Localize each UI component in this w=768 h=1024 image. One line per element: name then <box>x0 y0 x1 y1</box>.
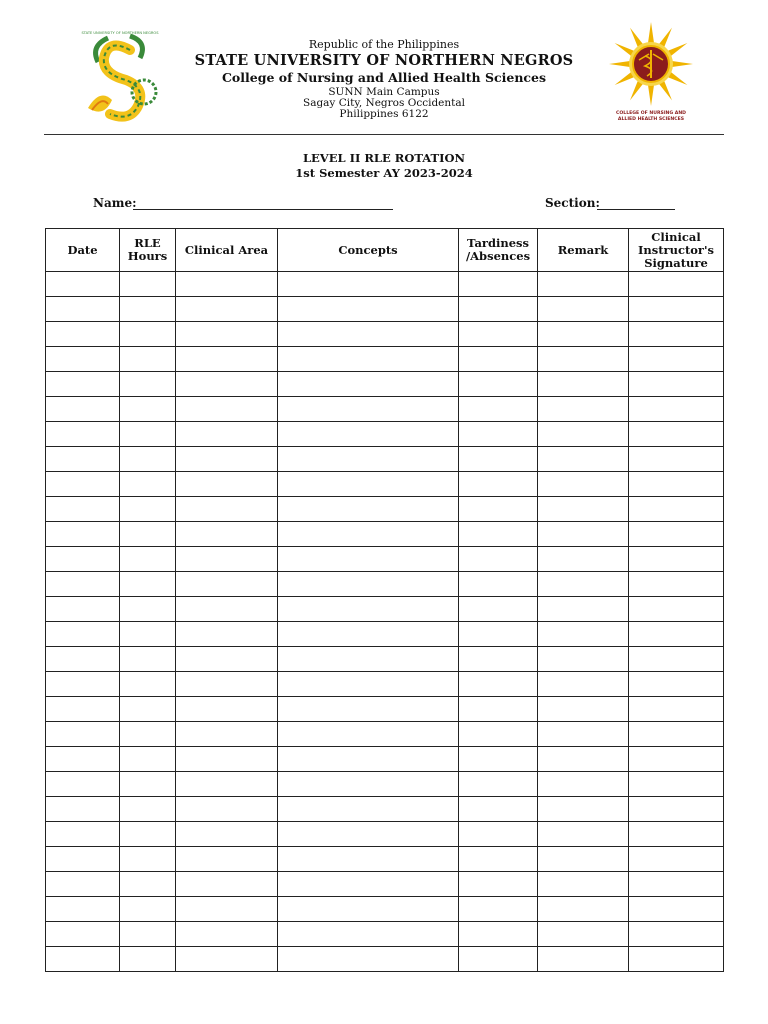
table-cell[interactable] <box>120 897 176 922</box>
column-header-date: Date <box>46 229 120 272</box>
table-cell[interactable] <box>629 947 724 972</box>
name-field[interactable] <box>133 209 393 210</box>
table-cell[interactable] <box>120 822 176 847</box>
table-cell[interactable] <box>176 447 278 472</box>
table-cell[interactable] <box>629 722 724 747</box>
table-cell[interactable] <box>46 472 120 497</box>
table-cell[interactable] <box>629 422 724 447</box>
table-cell[interactable] <box>459 597 538 622</box>
table-cell[interactable] <box>46 572 120 597</box>
table-cell[interactable] <box>46 272 120 297</box>
table-cell[interactable] <box>176 797 278 822</box>
table-cell[interactable] <box>278 822 459 847</box>
table-cell[interactable] <box>46 597 120 622</box>
table-cell[interactable] <box>538 897 629 922</box>
table-cell[interactable] <box>176 272 278 297</box>
table-cell[interactable] <box>120 372 176 397</box>
table-cell[interactable] <box>538 872 629 897</box>
table-cell[interactable] <box>278 647 459 672</box>
table-cell[interactable] <box>459 922 538 947</box>
table-cell[interactable] <box>538 822 629 847</box>
table-cell[interactable] <box>46 747 120 772</box>
table-cell[interactable] <box>46 722 120 747</box>
table-cell[interactable] <box>46 447 120 472</box>
table-row <box>46 797 724 822</box>
table-cell[interactable] <box>278 397 459 422</box>
table-cell[interactable] <box>278 597 459 622</box>
table-cell[interactable] <box>629 272 724 297</box>
table-cell[interactable] <box>120 772 176 797</box>
table-cell[interactable] <box>120 322 176 347</box>
table-cell[interactable] <box>176 497 278 522</box>
column-header-instructor-signature: Clinical Instructor's Signature <box>629 229 724 272</box>
college-name: College of Nursing and Allied Health Sciences <box>221 70 547 85</box>
table-cell[interactable] <box>538 322 629 347</box>
table-cell[interactable] <box>120 422 176 447</box>
table-cell[interactable] <box>46 872 120 897</box>
table-cell[interactable] <box>629 572 724 597</box>
table-row <box>46 472 724 497</box>
table-cell[interactable] <box>629 922 724 947</box>
table-cell[interactable] <box>629 522 724 547</box>
table-cell[interactable] <box>278 272 459 297</box>
table-cell[interactable] <box>278 322 459 347</box>
table-cell[interactable] <box>629 797 724 822</box>
table-cell[interactable] <box>538 397 629 422</box>
table-cell[interactable] <box>278 347 459 372</box>
table-cell[interactable] <box>629 472 724 497</box>
table-cell[interactable] <box>538 672 629 697</box>
table-cell[interactable] <box>46 647 120 672</box>
table-cell[interactable] <box>46 547 120 572</box>
column-header-remark: Remark <box>538 229 629 272</box>
republic-line: Republic of the Philippines <box>308 38 460 51</box>
table-cell[interactable] <box>459 547 538 572</box>
table-cell[interactable] <box>176 722 278 747</box>
table-cell[interactable] <box>278 547 459 572</box>
table-cell[interactable] <box>176 472 278 497</box>
table-cell[interactable] <box>278 422 459 447</box>
table-row <box>46 897 724 922</box>
table-cell[interactable] <box>459 747 538 772</box>
table-cell[interactable] <box>176 297 278 322</box>
table-cell[interactable] <box>46 422 120 447</box>
table-cell[interactable] <box>629 547 724 572</box>
table-row <box>46 922 724 947</box>
table-cell[interactable] <box>629 847 724 872</box>
table-cell[interactable] <box>629 397 724 422</box>
table-cell[interactable] <box>459 447 538 472</box>
table-row <box>46 647 724 672</box>
table-cell[interactable] <box>459 497 538 522</box>
table-row <box>46 822 724 847</box>
table-row <box>46 872 724 897</box>
table-cell[interactable] <box>629 447 724 472</box>
table-row <box>46 347 724 372</box>
table-cell[interactable] <box>538 697 629 722</box>
table-cell[interactable] <box>120 847 176 872</box>
table-cell[interactable] <box>538 797 629 822</box>
table-cell[interactable] <box>46 622 120 647</box>
table-cell[interactable] <box>459 772 538 797</box>
table-cell[interactable] <box>459 422 538 447</box>
table-cell[interactable] <box>629 647 724 672</box>
table-row <box>46 547 724 572</box>
table-cell[interactable] <box>459 822 538 847</box>
table-cell[interactable] <box>459 647 538 672</box>
table-header-row <box>46 229 724 272</box>
table-cell[interactable] <box>46 522 120 547</box>
table-cell[interactable] <box>120 922 176 947</box>
table-cell[interactable] <box>459 347 538 372</box>
table-row <box>46 722 724 747</box>
table-cell[interactable] <box>278 447 459 472</box>
table-row <box>46 322 724 347</box>
table-cell[interactable] <box>46 497 120 522</box>
table-cell[interactable] <box>120 297 176 322</box>
seal-caption-line2: ALLIED HEALTH SCIENCES <box>617 117 685 122</box>
table-cell[interactable] <box>459 572 538 597</box>
table-cell[interactable] <box>538 572 629 597</box>
table-cell[interactable] <box>538 297 629 322</box>
table-cell[interactable] <box>459 522 538 547</box>
table-cell[interactable] <box>459 897 538 922</box>
table-cell[interactable] <box>278 697 459 722</box>
table-cell[interactable] <box>629 822 724 847</box>
table-row <box>46 397 724 422</box>
table-cell[interactable] <box>538 647 629 672</box>
table-cell[interactable] <box>278 797 459 822</box>
table-cell[interactable] <box>176 322 278 347</box>
table-cell[interactable] <box>46 922 120 947</box>
campus-line: SUNN Main Campus <box>328 86 440 98</box>
table-cell[interactable] <box>538 522 629 547</box>
table-cell[interactable] <box>459 272 538 297</box>
table-cell[interactable] <box>278 722 459 747</box>
table-cell[interactable] <box>46 347 120 372</box>
table-cell[interactable] <box>538 447 629 472</box>
table-cell[interactable] <box>176 747 278 772</box>
table-cell[interactable] <box>278 622 459 647</box>
table-cell[interactable] <box>538 422 629 447</box>
table-row <box>46 522 724 547</box>
table-cell[interactable] <box>459 872 538 897</box>
table-cell[interactable] <box>176 822 278 847</box>
table-cell[interactable] <box>120 347 176 372</box>
table-cell[interactable] <box>46 797 120 822</box>
table-cell[interactable] <box>120 872 176 897</box>
table-cell[interactable] <box>120 272 176 297</box>
table-cell[interactable] <box>629 597 724 622</box>
table-cell[interactable] <box>459 847 538 872</box>
rotation-table <box>45 228 724 972</box>
table-cell[interactable] <box>278 897 459 922</box>
table-row <box>46 497 724 522</box>
table-row <box>46 697 724 722</box>
table-row <box>46 747 724 772</box>
table-row <box>46 372 724 397</box>
table-cell[interactable] <box>459 697 538 722</box>
table-cell[interactable] <box>120 797 176 822</box>
form-subtitle: 1st Semester AY 2023-2024 <box>295 166 473 180</box>
table-cell[interactable] <box>176 772 278 797</box>
table-cell[interactable] <box>176 847 278 872</box>
table-cell[interactable] <box>176 372 278 397</box>
column-header-concepts: Concepts <box>278 229 459 272</box>
table-cell[interactable] <box>176 947 278 972</box>
table-cell[interactable] <box>629 622 724 647</box>
table-cell[interactable] <box>46 697 120 722</box>
table-cell[interactable] <box>120 622 176 647</box>
section-label: Section: <box>545 196 600 210</box>
table-row <box>46 847 724 872</box>
table-cell[interactable] <box>278 297 459 322</box>
table-cell[interactable] <box>176 597 278 622</box>
table-cell[interactable] <box>538 372 629 397</box>
table-cell[interactable] <box>459 947 538 972</box>
table-cell[interactable] <box>120 522 176 547</box>
table-cell[interactable] <box>538 347 629 372</box>
table-cell[interactable] <box>46 847 120 872</box>
table-cell[interactable] <box>629 297 724 322</box>
table-cell[interactable] <box>120 672 176 697</box>
table-cell[interactable] <box>538 747 629 772</box>
table-cell[interactable] <box>176 547 278 572</box>
table-row <box>46 947 724 972</box>
table-cell[interactable] <box>629 372 724 397</box>
table-cell[interactable] <box>46 297 120 322</box>
table-cell[interactable] <box>46 322 120 347</box>
form-title: LEVEL II RLE ROTATION <box>302 151 466 165</box>
table-cell[interactable] <box>120 647 176 672</box>
table-cell[interactable] <box>459 322 538 347</box>
table-row <box>46 672 724 697</box>
table-cell[interactable] <box>459 722 538 747</box>
table-cell[interactable] <box>629 872 724 897</box>
table-cell[interactable] <box>176 697 278 722</box>
table-cell[interactable] <box>120 722 176 747</box>
table-cell[interactable] <box>278 947 459 972</box>
table-cell[interactable] <box>538 772 629 797</box>
table-cell[interactable] <box>629 497 724 522</box>
table-cell[interactable] <box>538 947 629 972</box>
table-cell[interactable] <box>459 797 538 822</box>
table-cell[interactable] <box>46 822 120 847</box>
table-cell[interactable] <box>278 497 459 522</box>
table-cell[interactable] <box>278 872 459 897</box>
table-cell[interactable] <box>176 922 278 947</box>
column-header-rle-hours: RLE Hours <box>120 229 176 272</box>
table-cell[interactable] <box>120 572 176 597</box>
table-cell[interactable] <box>629 697 724 722</box>
table-cell[interactable] <box>278 522 459 547</box>
table-cell[interactable] <box>120 472 176 497</box>
table-cell[interactable] <box>278 572 459 597</box>
table-row <box>46 597 724 622</box>
country-zip-line: Philippines 6122 <box>339 108 429 120</box>
table-cell[interactable] <box>629 747 724 772</box>
table-cell[interactable] <box>538 922 629 947</box>
table-cell[interactable] <box>176 572 278 597</box>
table-cell[interactable] <box>629 347 724 372</box>
table-row <box>46 447 724 472</box>
table-body <box>46 272 724 972</box>
table-cell[interactable] <box>278 772 459 797</box>
table-cell[interactable] <box>538 497 629 522</box>
table-cell[interactable] <box>278 747 459 772</box>
table-cell[interactable] <box>46 897 120 922</box>
table-cell[interactable] <box>278 672 459 697</box>
table-cell[interactable] <box>120 547 176 572</box>
table-cell[interactable] <box>459 297 538 322</box>
table-cell[interactable] <box>629 672 724 697</box>
table-cell[interactable] <box>176 622 278 647</box>
table-cell[interactable] <box>278 372 459 397</box>
table-cell[interactable] <box>120 397 176 422</box>
table-cell[interactable] <box>459 672 538 697</box>
table-cell[interactable] <box>176 522 278 547</box>
section-field[interactable] <box>597 209 675 210</box>
table-row <box>46 622 724 647</box>
table-cell[interactable] <box>176 647 278 672</box>
table-cell[interactable] <box>46 372 120 397</box>
seal-text: STATE UNIVERSITY OF NORTHERN NEGROS <box>81 31 159 35</box>
table-cell[interactable] <box>538 547 629 572</box>
table-cell[interactable] <box>278 922 459 947</box>
name-label: Name: <box>93 196 137 210</box>
table-cell[interactable] <box>459 622 538 647</box>
table-cell[interactable] <box>176 422 278 447</box>
table-cell[interactable] <box>278 472 459 497</box>
table-cell[interactable] <box>459 372 538 397</box>
table-cell[interactable] <box>176 897 278 922</box>
table-cell[interactable] <box>629 897 724 922</box>
table-row <box>46 572 724 597</box>
table-cell[interactable] <box>538 597 629 622</box>
table-cell[interactable] <box>538 472 629 497</box>
table-cell[interactable] <box>120 747 176 772</box>
table-cell[interactable] <box>538 847 629 872</box>
table-cell[interactable] <box>278 847 459 872</box>
table-row <box>46 272 724 297</box>
table-cell[interactable] <box>538 722 629 747</box>
table-row <box>46 422 724 447</box>
table-cell[interactable] <box>459 472 538 497</box>
table-cell[interactable] <box>176 347 278 372</box>
table-cell[interactable] <box>46 947 120 972</box>
table-cell[interactable] <box>538 272 629 297</box>
table-cell[interactable] <box>176 672 278 697</box>
header-divider <box>44 134 724 135</box>
table-cell[interactable] <box>46 397 120 422</box>
seal-caption-line1: COLLEGE OF NURSING AND <box>616 111 686 116</box>
column-header-clinical-area: Clinical Area <box>176 229 278 272</box>
table-cell[interactable] <box>120 947 176 972</box>
table-cell[interactable] <box>46 772 120 797</box>
table-cell[interactable] <box>629 772 724 797</box>
table-cell[interactable] <box>120 597 176 622</box>
table-cell[interactable] <box>176 872 278 897</box>
table-row <box>46 772 724 797</box>
table-cell[interactable] <box>538 622 629 647</box>
university-name: STATE UNIVERSITY OF NORTHERN NEGROS <box>194 52 574 69</box>
table-cell[interactable] <box>46 672 120 697</box>
city-line: Sagay City, Negros Occidental <box>303 97 465 109</box>
table-cell[interactable] <box>120 497 176 522</box>
table-cell[interactable] <box>120 447 176 472</box>
table-cell[interactable] <box>176 397 278 422</box>
column-header-tardiness-absences: Tardiness /Absences <box>459 229 538 272</box>
table-row <box>46 297 724 322</box>
table-cell[interactable] <box>629 322 724 347</box>
table-cell[interactable] <box>459 397 538 422</box>
table-cell[interactable] <box>120 697 176 722</box>
